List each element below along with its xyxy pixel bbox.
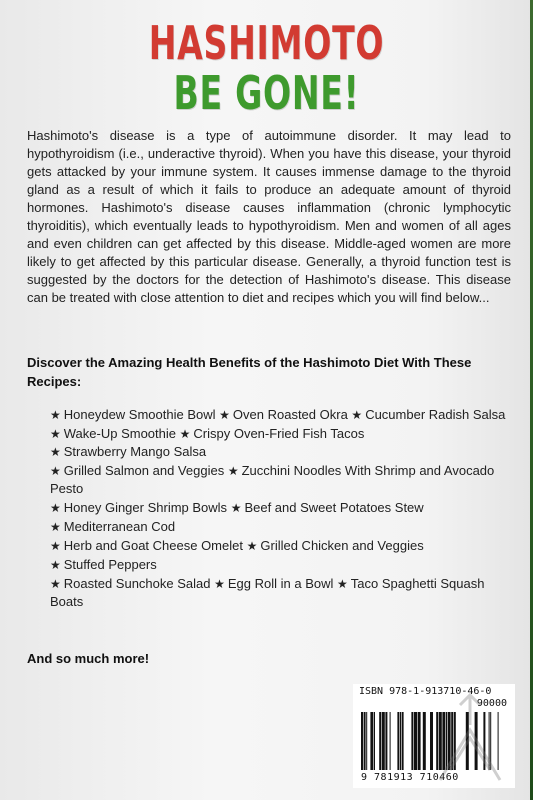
- star-icon: ★: [50, 520, 61, 534]
- recipe-item: [50, 463, 224, 478]
- title-line-1: HASHIMOTO: [148, 16, 385, 70]
- recipe-item: [50, 426, 176, 441]
- barcode-bar: [439, 712, 442, 770]
- barcode-bar: [402, 712, 404, 770]
- star-icon: ★: [50, 558, 61, 572]
- barcode-bar: [364, 712, 366, 770]
- recipe-item: [50, 538, 243, 553]
- recipe-name: Cucumber Radish Salsa: [365, 407, 506, 422]
- star-icon: ★: [179, 427, 191, 441]
- recipe-item: [50, 557, 157, 572]
- recipe-name: Grilled Chicken and Veggies: [260, 538, 424, 553]
- barcode-bar: [446, 712, 447, 770]
- recipe-line: [50, 462, 506, 498]
- star-icon: ★: [50, 577, 61, 591]
- recipe-item: [50, 407, 216, 422]
- star-icon: ★: [230, 501, 242, 515]
- recipe-line: [50, 537, 506, 555]
- barcode-bar: [454, 712, 456, 770]
- recipe-name: Egg Roll in a Bowl: [227, 576, 334, 591]
- recipe-item: [351, 407, 505, 422]
- barcode-bar: [366, 712, 367, 770]
- barcode-bar: [374, 712, 375, 770]
- recipe-item: [214, 576, 333, 591]
- barcode-bar: [361, 712, 363, 770]
- recipe-name: Stuffed Peppers: [63, 557, 157, 572]
- recipe-name: Taco Spaghetti Squash Boats: [50, 576, 485, 609]
- barcode-bar: [436, 712, 438, 770]
- recipe-line: [50, 518, 506, 536]
- star-icon: ★: [50, 408, 61, 422]
- barcode-bar: [400, 712, 401, 770]
- barcode-bar: [414, 712, 417, 770]
- recipe-name: Oven Roasted Okra: [232, 407, 348, 422]
- recipe-name: Honey Ginger Shrimp Bowls: [63, 500, 228, 515]
- recipe-line: [50, 425, 506, 461]
- barcode-bar: [411, 712, 413, 770]
- barcode-bar: [483, 712, 485, 770]
- barcode-bar: [448, 712, 451, 770]
- recipe-item: [50, 519, 175, 534]
- recipe-item: [219, 407, 348, 422]
- star-icon: ★: [50, 427, 61, 441]
- star-icon: ★: [337, 577, 348, 591]
- barcode-bar: [397, 712, 399, 770]
- recipe-name: Zucchini Noodles With Shrimp and Avocado Pesto: [50, 463, 495, 496]
- recipe-item: [231, 500, 424, 515]
- barcode-bar: [489, 712, 490, 770]
- closing-text: And so much more!: [27, 651, 150, 666]
- barcode-bar: [385, 712, 387, 770]
- barcode-bar: [475, 712, 478, 770]
- isbn-label: ISBN 978-1-913710-46-0: [359, 686, 492, 697]
- barcode-bar: [490, 712, 491, 770]
- star-icon: ★: [50, 501, 61, 515]
- recipe-item: [50, 576, 210, 591]
- recipe-line: [50, 556, 506, 574]
- book-title: [0, 18, 533, 118]
- recipe-item: [50, 444, 206, 459]
- star-icon: ★: [214, 577, 225, 591]
- barcode-bar: [418, 712, 421, 770]
- recipe-name: Herb and Goat Cheese Omelet: [63, 538, 243, 553]
- recipe-item: [180, 426, 365, 441]
- recipe-name: Grilled Salmon and Veggies: [63, 463, 225, 478]
- recipe-line: [50, 406, 506, 424]
- recipe-line: [50, 575, 506, 611]
- barcode-bar: [370, 712, 373, 770]
- recipe-list: [50, 406, 506, 612]
- star-icon: ★: [50, 445, 61, 459]
- price-code: 90000: [476, 698, 507, 709]
- barcode-bar: [466, 712, 469, 770]
- recipe-name: Roasted Sunchoke Salad: [63, 576, 211, 591]
- recipe-name: Mediterranean Cod: [63, 519, 176, 534]
- star-icon: ★: [50, 464, 61, 478]
- barcode-bar: [379, 712, 381, 770]
- intro-paragraph: Hashimoto's disease is a type of autoimmune disorder. It may lead to hypothyroidism (i.e., underactive thyroid). When you have this disease, your thyroid gets attacked by your immune system. It causes immense damage to the thyroid gland as a result of which it fails to produce an adequate amount of thyroid hormones. Hashimoto's disease causes inflammation (chronic lymphocytic thyroiditis), which eventually leads to hypothyroidism. Men and women of all ages and even children can get affected by this disease. Middle-aged women are more likely to get affected by this particular disease. Generally, a thyroid function test is suggested by the doctors for the detection of Hashimoto's disease. This disease can be treated with close attention to diet and recipes which you will find below...: [27, 128, 511, 305]
- recipe-name: Strawberry Mango Salsa: [63, 444, 207, 459]
- barcode-bars: [361, 712, 507, 770]
- recipe-item: [50, 500, 227, 515]
- star-icon: ★: [246, 539, 258, 553]
- barcode-number: 9 781913 710460: [361, 772, 459, 783]
- star-icon: ★: [50, 539, 61, 553]
- barcode-bar: [423, 712, 426, 770]
- star-icon: ★: [351, 408, 363, 422]
- recipe-line: [50, 499, 506, 517]
- barcode-bar: [382, 712, 385, 770]
- recipes-heading: Discover the Amazing Health Benefits of the Hashimoto Diet With These Recipes:: [27, 355, 472, 389]
- barcode-bar: [430, 712, 433, 770]
- title-line-2: BE GONE!: [173, 66, 360, 120]
- recipe-name: Wake-Up Smoothie: [63, 426, 176, 441]
- recipe-name: Honeydew Smoothie Bowl: [63, 407, 216, 422]
- recipe-name: Crispy Oven-Fried Fish Tacos: [193, 426, 365, 441]
- barcode-bar: [442, 712, 445, 770]
- barcode-bar: [390, 712, 391, 770]
- isbn-barcode: [353, 684, 515, 788]
- barcode-bar: [498, 712, 499, 770]
- recipe-name: Beef and Sweet Potatoes Stew: [244, 500, 424, 515]
- star-icon: ★: [227, 464, 239, 478]
- barcode-bar: [451, 712, 453, 770]
- star-icon: ★: [219, 408, 230, 422]
- recipe-item: [247, 538, 424, 553]
